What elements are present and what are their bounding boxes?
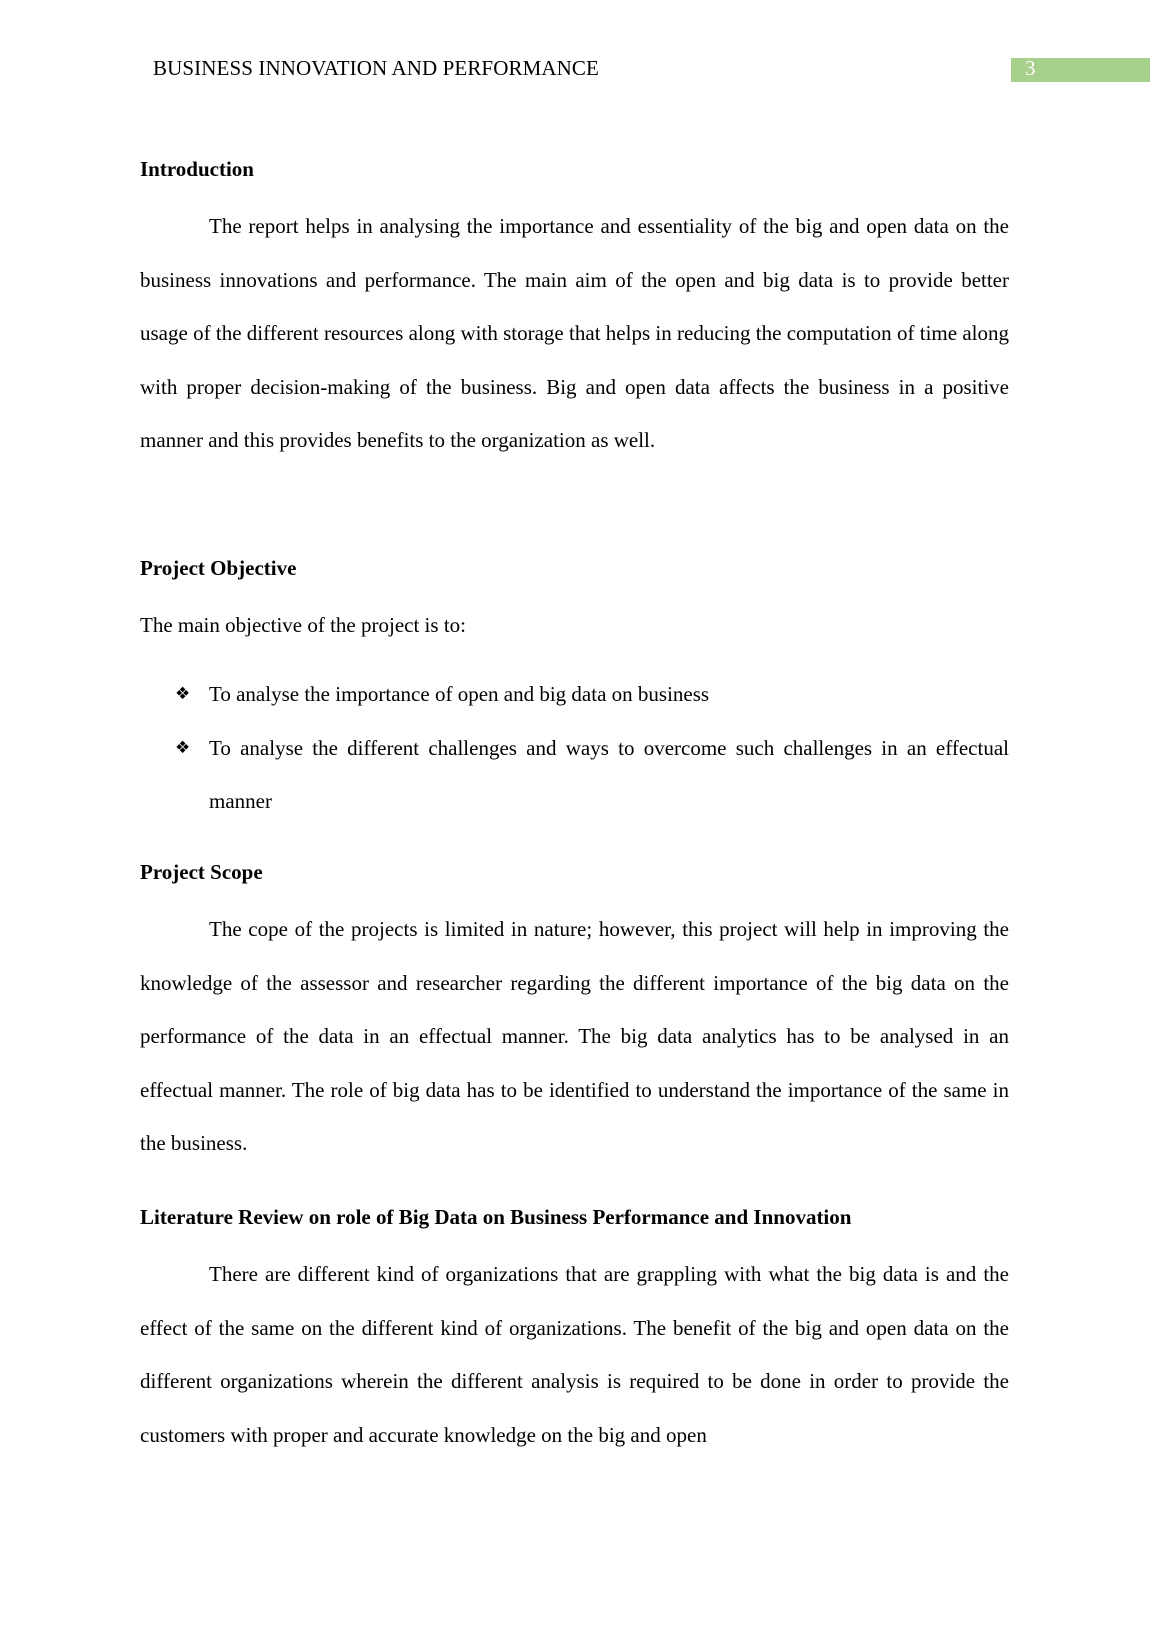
page-number: 3: [1025, 56, 1036, 80]
list-item-text: To analyse the different challenges and ways to overcome such challenges in an effectual manner: [209, 735, 1009, 813]
page-number-badge: [1011, 58, 1150, 82]
objective-bullet-list: [140, 668, 1009, 829]
literature-review-heading: Literature Review on role of Big Data on Business Performance and Innovation: [140, 1205, 852, 1229]
introduction-paragraph: The report helps in analysing the importance and essentiality of the big and open data on the business innovations and performance. The main aim of the open and big data is to provide better usage of the different resources along with storage that helps in reducing the computation of time along with proper decision-making of the business. Big and open data affects the business in a positive manner and this provides benefits to the organization as well.: [140, 214, 1009, 452]
introduction-heading: Introduction: [140, 157, 254, 181]
project-objective-heading: Project Objective: [140, 556, 297, 580]
project-objective-intro: The main objective of the project is to:: [140, 613, 466, 637]
list-item: [140, 722, 1009, 829]
running-header-title: BUSINESS INNOVATION AND PERFORMANCE: [153, 56, 599, 80]
list-item: [140, 668, 1009, 722]
literature-review-paragraph: There are different kind of organizations that are grappling with what the big data is and the effect of the same on the different kind of organizations. The benefit of the big and open data on the different organizations wherein the different analysis is required to be done in order to provide the customers with proper and accurate knowledge on the big and open: [140, 1262, 1009, 1447]
project-scope-paragraph: The cope of the projects is limited in nature; however, this project will help in improving the knowledge of the assessor and researcher regarding the different importance of the big data on the performance of the data in an effectual manner. The big data analytics has to be analysed in an effectual manner. The role of big data has to be identified to understand the importance of the same in the business.: [140, 917, 1009, 1155]
diamond-bullet-icon: ❖: [175, 684, 191, 704]
diamond-bullet-icon: ❖: [175, 737, 191, 758]
project-scope-heading: Project Scope: [140, 860, 263, 884]
list-item-text: To analyse the importance of open and big data on business: [209, 682, 710, 706]
